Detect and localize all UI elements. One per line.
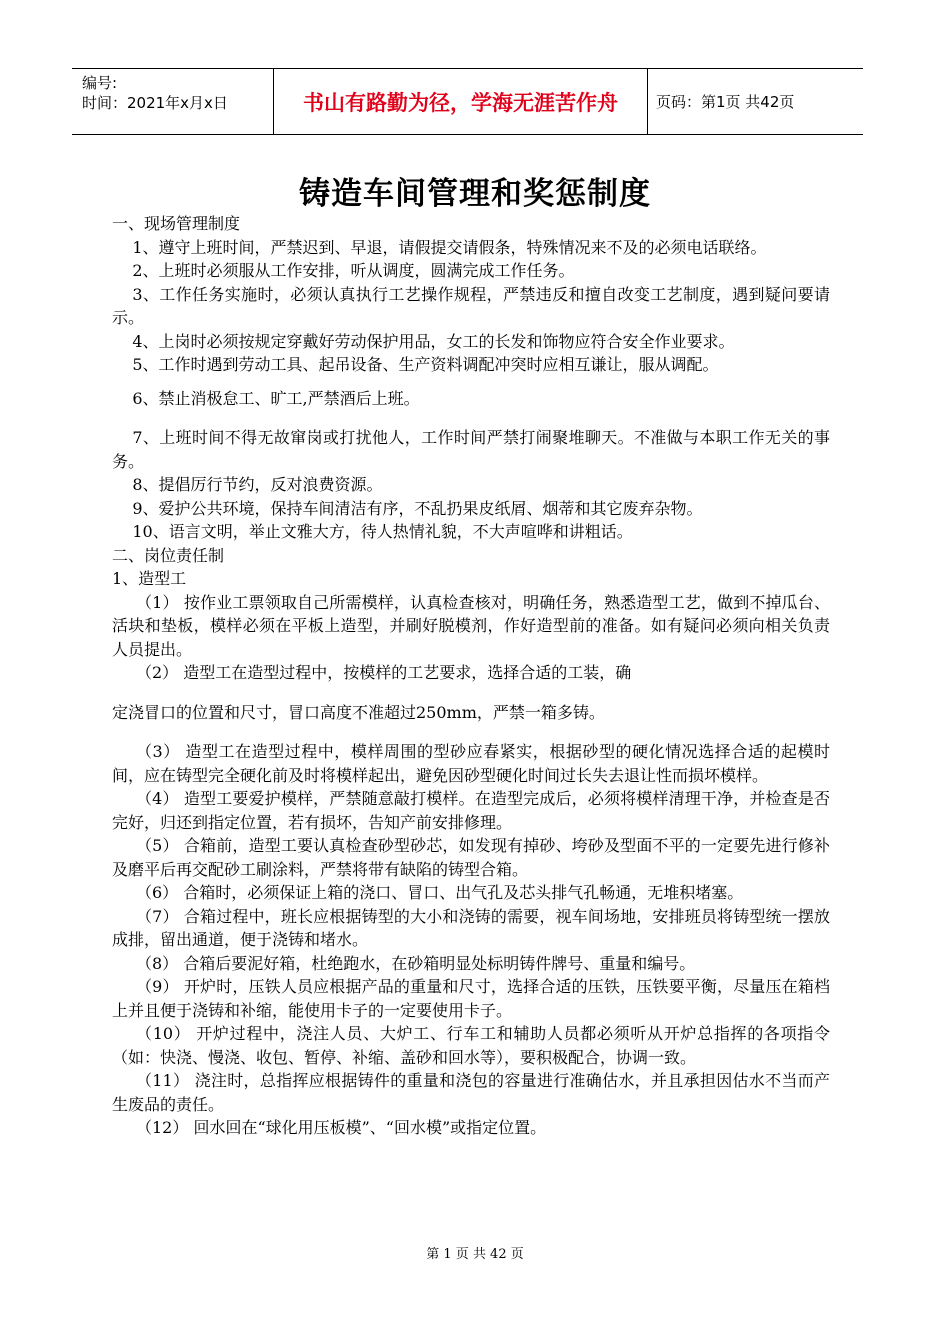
paragraph: 2、上班时必须服从工作安排，听从调度，圆满完成工作任务。: [132, 261, 575, 280]
paragraph: 10、语言文明，举止文雅大方，待人热情礼貌，不大声喧哗和讲粗话。: [132, 522, 633, 541]
paragraph: （7） 合箱过程中，班长应根据铸型的大小和浇铸的需要，视车间场地，安排班员将铸型统一摆放成排，留出通道，便于浇铸和堵水。: [112, 906, 830, 949]
header-motto: 书山有路勤为径，学海无涯苦作舟: [274, 69, 648, 134]
subsection-heading: 1、造型工: [112, 569, 187, 588]
paragraph: 3、工作任务实施时，必须认真执行工艺操作规程，严禁违反和擅自改变工艺制度，遇到疑问要请示。: [112, 284, 830, 327]
paragraph: （2） 造型工在造型过程中，按模样的工艺要求，选择合适的工装，确: [136, 663, 632, 682]
paragraph: （3） 造型工在造型过程中，模样周围的型砂应春紧实，根据砂型的硬化情况选择合适的起模时间，应在铸型完全硬化前及时将模样起出，避免因砂型硬化时间过长失去退让性而损坏模样。: [112, 742, 830, 785]
document-title: 铸造车间管理和奖惩制度: [299, 176, 651, 212]
header-meta: [72, 69, 274, 134]
paragraph: 9、爱护公共环境，保持车间清洁有序，不乱扔果皮纸屑、烟蒂和其它废弃杂物。: [132, 498, 703, 518]
section-heading: 二、岗位责任制: [112, 545, 225, 565]
section-heading: 一、现场管理制度: [112, 214, 241, 233]
paragraph: （4） 造型工要爱护模样，严禁随意敲打模样。在造型完成后，必须将模样清理干净，并检查是否完好，归还到指定位置，若有损坏，告知产前安排修理。: [112, 789, 830, 832]
header-table: [72, 68, 863, 135]
paragraph: （10） 开炉过程中，浇注人员、大炉工、行车工和辅助人员都必须听从开炉总指挥的各项指令（如：快浇、慢浇、收包、暂停、补缩、盖砂和回水等），要积极配合，协调一致。: [112, 1024, 830, 1067]
paragraph: （6） 合箱时，必须保证上箱的浇口、冒口、出气孔及芯头排气孔畅通，无堆积堵塞。: [136, 883, 744, 902]
paragraph: 1、遵守上班时间，严禁迟到、早退，请假提交请假条，特殊情况来不及的必须电话联络。: [132, 237, 767, 257]
paragraph: （5） 合箱前，造型工要认真检查砂型砂芯，如发现有掉砂、垮砂及型面不平的一定要先进行修补及磨平后再交配砂工刷涂料，严禁将带有缺陷的铸型合箱。: [112, 836, 830, 879]
document-time: 时间：2021年x月x日: [82, 94, 228, 112]
document-body: [112, 212, 830, 1140]
paragraph: （11） 浇注时，总指挥应根据铸件的重量和浇包的容量进行准确估水，并且承担因估水不当而产生废品的责任。: [112, 1071, 830, 1114]
paragraph: 4、上岗时必须按规定穿戴好劳动保护用品，女工的长发和饰物应符合安全作业要求。: [132, 331, 735, 351]
paragraph: （8） 合箱后要泥好箱，杜绝跑水，在砂箱明显处标明铸件牌号、重量和编号。: [136, 953, 696, 973]
paragraph: 5、工作时遇到劳动工具、起吊设备、生产资料调配冲突时应相互谦让，服从调配。: [132, 355, 719, 374]
paragraph: （9） 开炉时，压铁人员应根据产品的重量和尺寸，选择合适的压铁，压铁要平衡，尽量压在箱档上并且便于浇铸和补缩，能使用卡子的一定要使用卡子。: [112, 977, 830, 1020]
paragraph: （12） 回水回在“球化用压板模”、“回水模”或指定位置。: [136, 1118, 547, 1137]
paragraph: （1） 按作业工票领取自己所需模样，认真检查核对，明确任务，熟悉造型工艺，做到不掉瓜台、活块和垫板，模样必须在平板上造型，并刷好脱模剂，作好造型前的准备。如有疑问必须向相关负责人员提出。: [112, 592, 830, 659]
header-page-info: 页码：第1页 共42页: [656, 93, 795, 111]
paragraph: 8、提倡厉行节约，反对浪费资源。: [132, 475, 383, 494]
paragraph: 定浇冒口的位置和尺寸，冒口高度不准超过250mm，严禁一箱多铸。: [112, 702, 605, 722]
paragraph: 6、禁止消极怠工、旷工,严禁酒后上班。: [132, 388, 420, 408]
document-number: 编号:: [82, 74, 118, 92]
paragraph: 7、上班时间不得无故窜岗或打扰他人，工作时间严禁打闹聚堆聊天。不准做与本职工作无关的事务。: [112, 428, 830, 471]
page-footer: 第 1 页 共 42 页: [426, 1247, 524, 1262]
